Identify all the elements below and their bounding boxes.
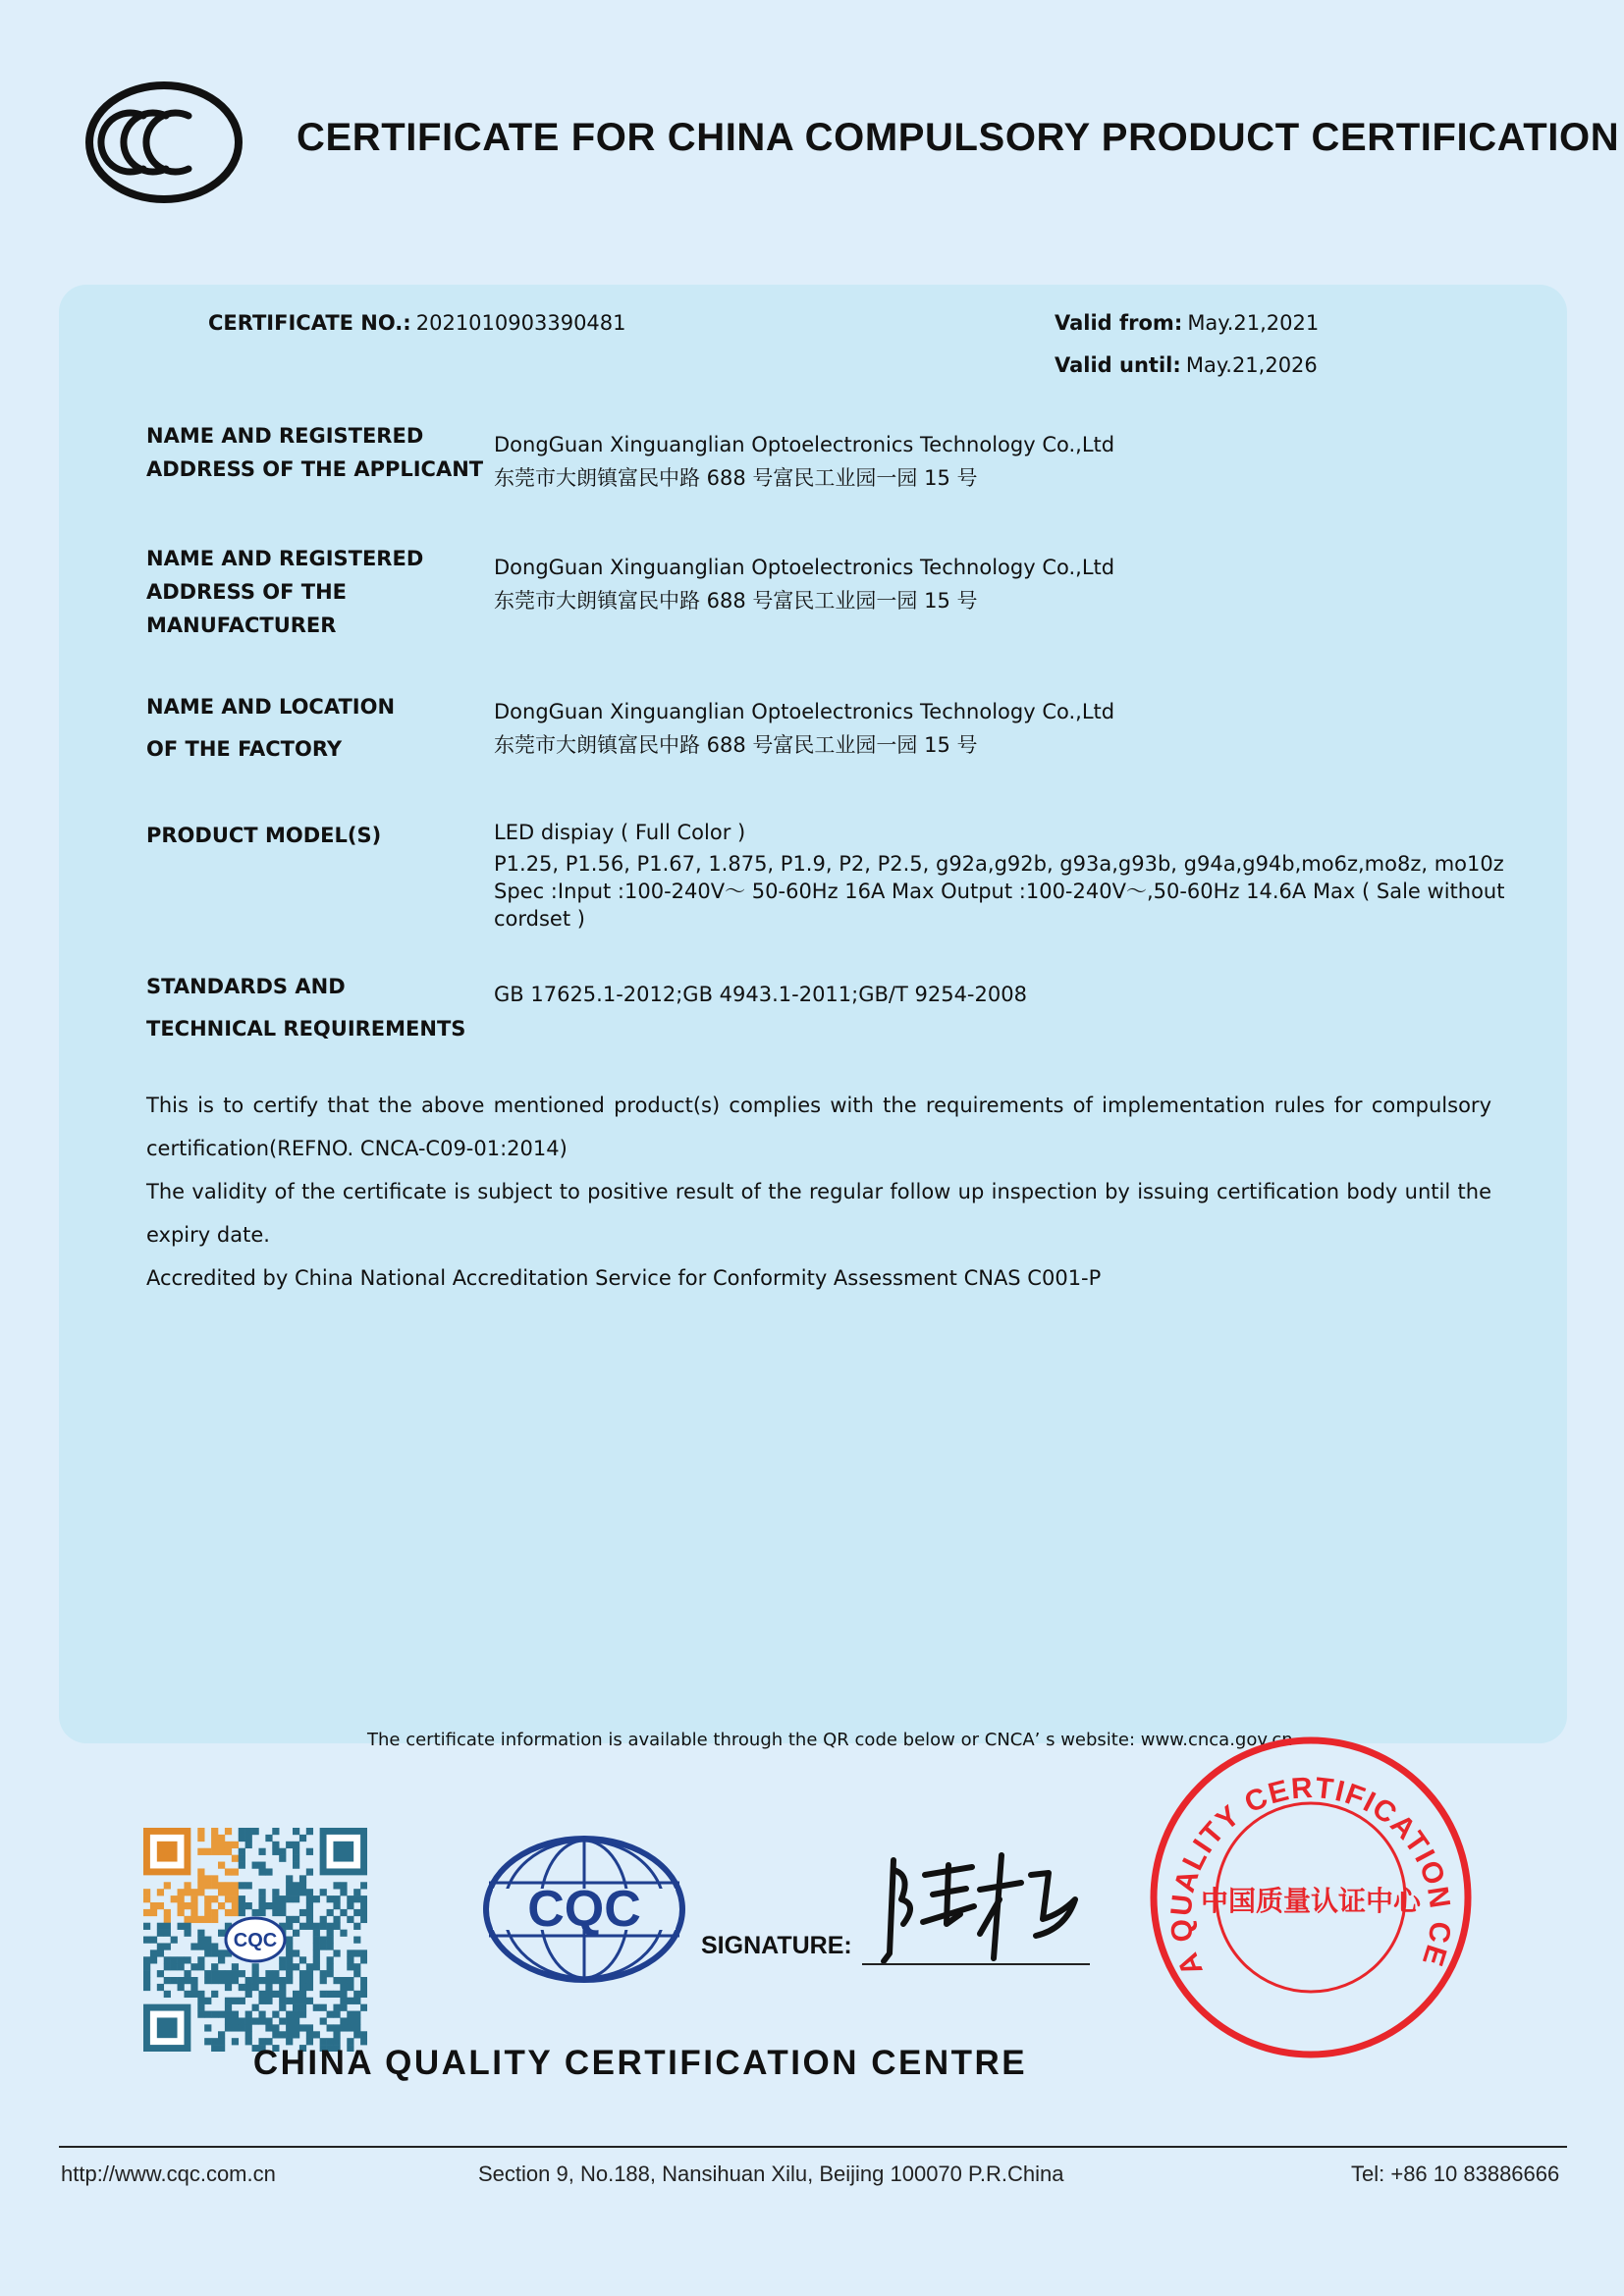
organization-name: CHINA QUALITY CERTIFICATION CENTRE [252,2044,1028,2082]
certificate-number [208,306,626,340]
cqc-logo [481,1836,687,1983]
seal-text: A QUALITY CERTIFICATION CE [1164,1771,1457,1981]
standards-value: GB 17625.1-2012;GB 4943.1-2011;GB/T 9254-2008 [494,983,1027,1006]
qr-note: The certificate information is available through the QR code below or CNCA’ s website: www.cnca.gov.cn [367,1730,1293,1750]
valid-until [1055,348,1318,382]
product-model-label: PRODUCT MODEL(S) [146,824,382,847]
signature-line [862,1963,1090,1965]
product-model-value: LED dispiay ( Full Color ) P1.25, P1.56, P1.67, 1.875, P1.9, P2, P2.5, g92a,g92b, g93a,g93b, g94a,g94b,mo6z,mo8z, mo10z Spec :Input :100-240V～ 50-60Hz 16A Max Output :100-240V～,50-60Hz 14.6A Max ( Sale without cordset ) [494,821,1505,931]
signature-label: SIGNATURE: [701,1932,852,1959]
valid-from-label: Valid from: [1055,311,1183,335]
qr-code [143,1828,367,2052]
manufacturer-label: NAME AND REGISTERED ADDRESS OF THE MANUFACTURER [146,547,424,637]
footer-divider [59,2146,1567,2148]
valid-from-value: May.21,2021 [1187,311,1320,335]
footer-website[interactable]: http://www.cqc.com.cn [61,2162,276,2186]
cqc-seal [1147,1734,1475,2061]
statement-accreditation: Accredited by China National Accreditation Service for Conformity Assessment CNAS C001-P [146,1266,1102,1290]
certification-statements [146,1084,1491,1300]
valid-until-value: May.21,2026 [1185,353,1318,377]
statement-compliance: This is to certify that the above mentioned product(s) complies with the requirements of implementation rules for compulsory certification(REFNO. CNCA-C09-01:2014) [146,1094,1491,1160]
statement-validity: The validity of the certificate is subject to positive result of the regular follow up inspection by issuing certification body until the expiry date. [146,1180,1491,1247]
certificate-number-value: 2021010903390481 [415,311,626,335]
valid-from [1055,306,1319,340]
qr-cqc-mark: CQC [233,1930,278,1951]
signature-mark [864,1845,1090,1973]
applicant-value: DongGuan Xinguanglian Optoelectronics Technology Co.,Ltd 东莞市大朗镇富民中路 688 号富民工业园一园 15 号 [494,433,1115,490]
footer-address: Section 9, No.188, Nansihuan Xilu, Beijing 100070 P.R.China [478,2162,1064,2186]
seal-cn-text: 中国质量认证中心 [1200,1885,1422,1917]
manufacturer-value: DongGuan Xinguanglian Optoelectronics Technology Co.,Ltd 东莞市大朗镇富民中路 688 号富民工业园一园 15 号 [494,556,1115,613]
certificate-title: CERTIFICATE FOR CHINA COMPULSORY PRODUCT CERTIFICATION [297,116,1620,159]
footer-tel: Tel: +86 10 83886666 [1351,2162,1560,2186]
valid-until-label: Valid until: [1055,353,1181,377]
svg-text:CHINA QUALITY CERTIFICATION CE [1147,1734,1456,1980]
factory-label: NAME AND LOCATION OF THE FACTORY [146,695,396,761]
applicant-label: NAME AND REGISTERED ADDRESS OF THE APPLICANT [146,424,484,481]
ccc-logo [84,80,244,204]
cqc-logo-text: CQC [527,1881,641,1938]
factory-value: DongGuan Xinguanglian Optoelectronics Technology Co.,Ltd 东莞市大朗镇富民中路 688 号富民工业园一园 15 号 [494,700,1115,757]
standards-label: STANDARDS AND TECHNICAL REQUIREMENTS [146,975,466,1041]
certificate-number-label: CERTIFICATE NO.: [208,311,411,335]
